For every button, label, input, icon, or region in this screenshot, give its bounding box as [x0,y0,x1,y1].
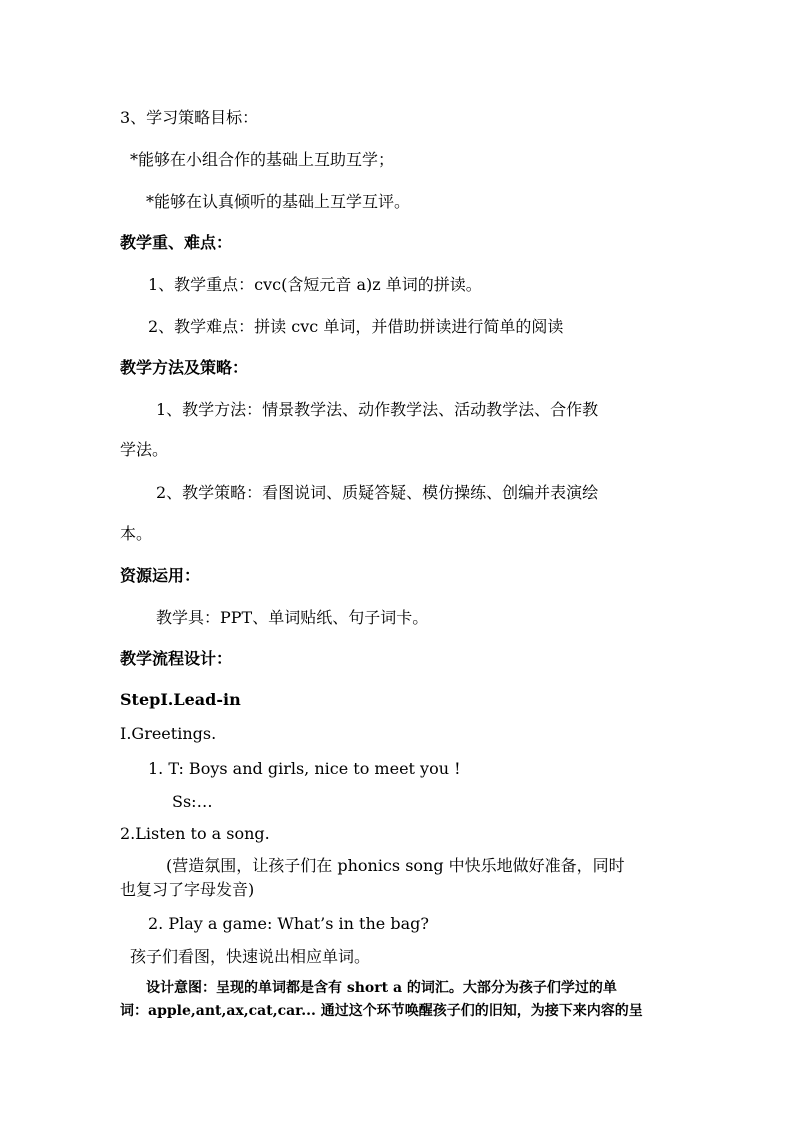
strategy-item-line-2: 本。 [120,524,153,543]
greetings-item: Ⅰ.Greetings. [120,724,217,743]
step-1-heading: StepⅠ.Lead-in [120,690,241,709]
strategy-goal-heading: 3、学习策略目标： [120,108,259,127]
listen-song-item: 2.Listen to a song. [120,824,270,843]
game-item: 2. Play a game: What’s in the bag? [148,914,429,933]
song-note-line-1: (营造氛围，让孩子们在 phonics song 中快乐地做好准备，同时 [166,856,625,875]
teacher-line: 1. T: Boys and girls, nice to meet you ! [148,759,461,778]
key-points-heading: 教学重、难点： [120,233,233,252]
design-intent-line-1: 设计意图：呈现的单词都是含有 short a 的词汇。大部分为孩子们学过的单 [146,980,617,996]
game-instruction: 孩子们看图，快速说出相应单词。 [130,947,371,966]
strategy-goal-item-2: *能够在认真倾听的基础上互学互评。 [146,192,411,211]
process-heading: 教学流程设计： [120,649,233,668]
key-point-item: 1、教学重点：cvc(含短元音 a)z 单词的拼读。 [148,275,482,294]
strategy-goal-item-1: *能够在小组合作的基础上互助互学； [130,150,395,169]
song-note-line-2: 也复习了字母发音) [120,880,255,899]
method-item-line-2: 学法。 [120,440,169,459]
resources-heading: 资源运用： [120,566,201,585]
methods-heading: 教学方法及策略： [120,358,249,377]
strategy-item-line-1: 2、教学策略：看图说词、质疑答疑、模仿操练、创编并表演绘 [156,483,599,502]
students-line: Ss:… [172,792,213,811]
method-item-line-1: 1、教学方法：情景教学法、动作教学法、活动教学法、合作教 [156,400,599,419]
design-intent-line-2: 词：apple,ant,ax,cat,car... 通过这个环节唤醒孩子们的旧知，为接下来内容的呈 [120,1003,643,1019]
resources-item: 教学具：PPT、单词贴纸、句子词卡。 [156,608,429,627]
difficult-point-item: 2、教学难点：拼读 cvc 单词，并借助拼读进行简单的阅读 [148,317,564,336]
